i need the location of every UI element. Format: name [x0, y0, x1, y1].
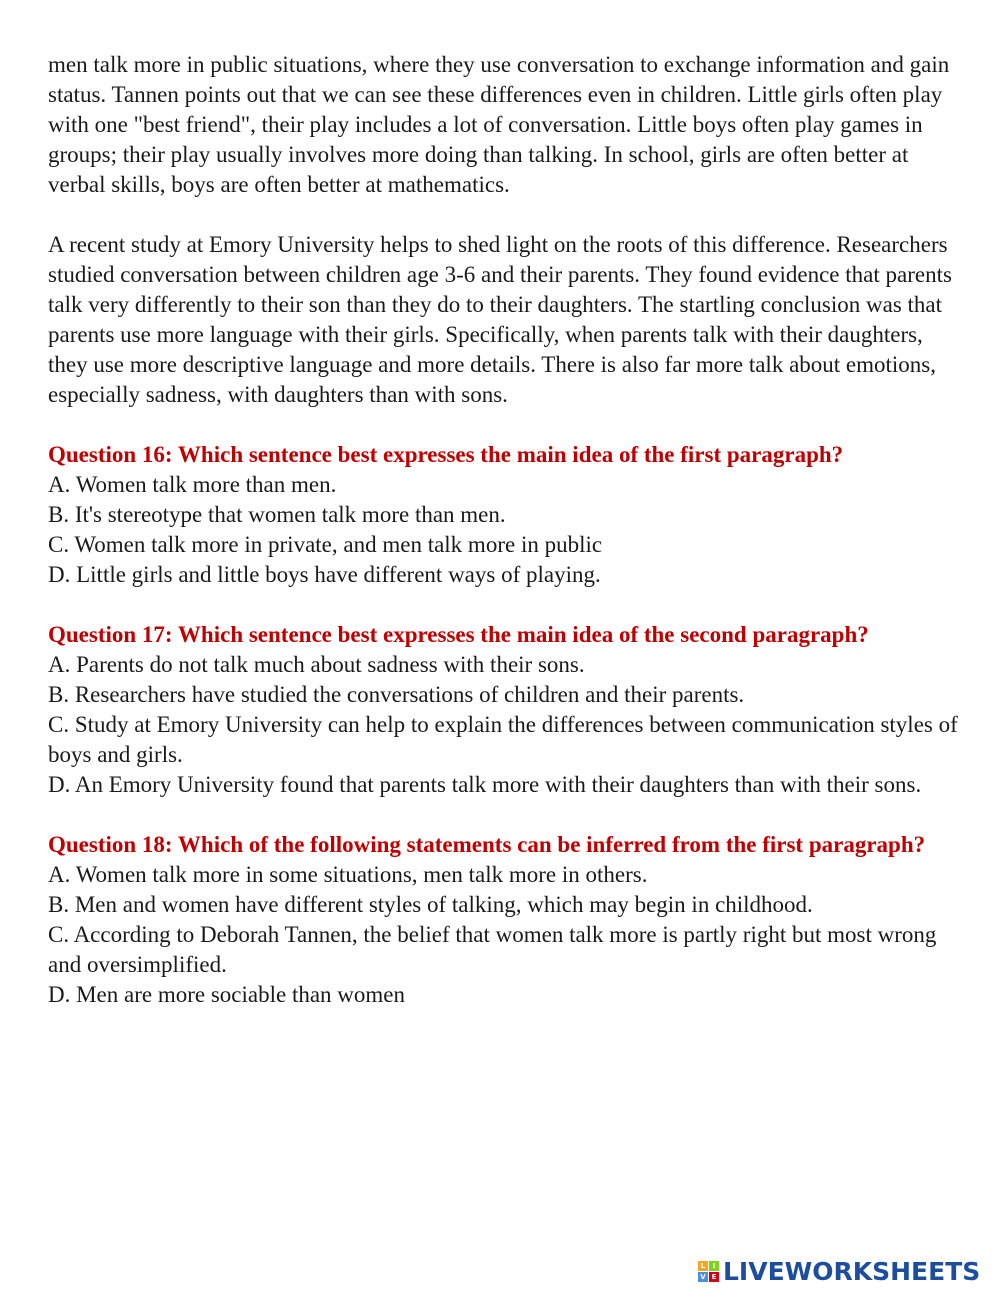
question-title: Question 16: Which sentence best expresses the main idea of the first paragraph?	[48, 442, 844, 467]
liveworksheets-logo	[698, 1256, 980, 1286]
option-b: B. Researchers have studied the conversations of children and their parents.	[48, 682, 745, 707]
option-a: A. Parents do not talk much about sadness with their sons.	[48, 652, 585, 677]
option-d: D. Little girls and little boys have different ways of playing.	[48, 562, 601, 587]
reading-paragraph-1: men talk more in public situations, where they use conversation to exchange information and gain status. Tannen points out that we can see these differences even in children. Little girls often play with one "best friend", their play includes a lot of conversation. Little boys often play games in groups; their play usually involves more doing than talking. In school, girls are often better at verbal skills, boys are often better at mathematics.	[48, 52, 950, 197]
logo-block-e: E	[709, 1272, 719, 1282]
logo-blocks-icon	[698, 1261, 719, 1282]
worksheet-page	[48, 50, 968, 1040]
question-17	[48, 620, 968, 800]
option-c: C. Women talk more in private, and men talk more in public	[48, 532, 603, 557]
logo-block-l: L	[698, 1261, 708, 1271]
option-b: B. It's stereotype that women talk more than men.	[48, 502, 506, 527]
logo-block-v: V	[698, 1272, 708, 1282]
option-b: B. Men and women have different styles of talking, which may begin in childhood.	[48, 892, 813, 917]
option-a: A. Women talk more in some situations, men talk more in others.	[48, 862, 648, 887]
option-d: D. An Emory University found that parents talk more with their daughters than with their sons.	[48, 772, 922, 797]
question-title: Question 18: Which of the following statements can be inferred from the first paragraph?	[48, 832, 926, 857]
question-16	[48, 440, 968, 590]
question-18	[48, 830, 968, 1010]
logo-text: LIVEWORKSHEETS	[723, 1256, 981, 1286]
logo-block-i: I	[709, 1261, 719, 1271]
reading-paragraph-2: A recent study at Emory University helps to shed light on the roots of this difference. Researchers studied conversation between children age 3-6 and their parents. They found evidence that parents talk very differently to their son than they do to their daughters. The startling conclusion was that parents use more language with their girls. Specifically, when parents talk with their daughters, they use more descriptive language and more details. There is also far more talk about emotions, especially sadness, with daughters than with sons.	[48, 232, 952, 407]
option-d: D. Men are more sociable than women	[48, 982, 406, 1007]
option-c: C. According to Deborah Tannen, the belief that women talk more is partly right but most wrong and oversimplified.	[48, 922, 937, 977]
question-title: Question 17: Which sentence best expresses the main idea of the second paragraph?	[48, 622, 869, 647]
option-c: C. Study at Emory University can help to explain the differences between communication styles of boys and girls.	[48, 712, 958, 767]
option-a: A. Women talk more than men.	[48, 472, 337, 497]
